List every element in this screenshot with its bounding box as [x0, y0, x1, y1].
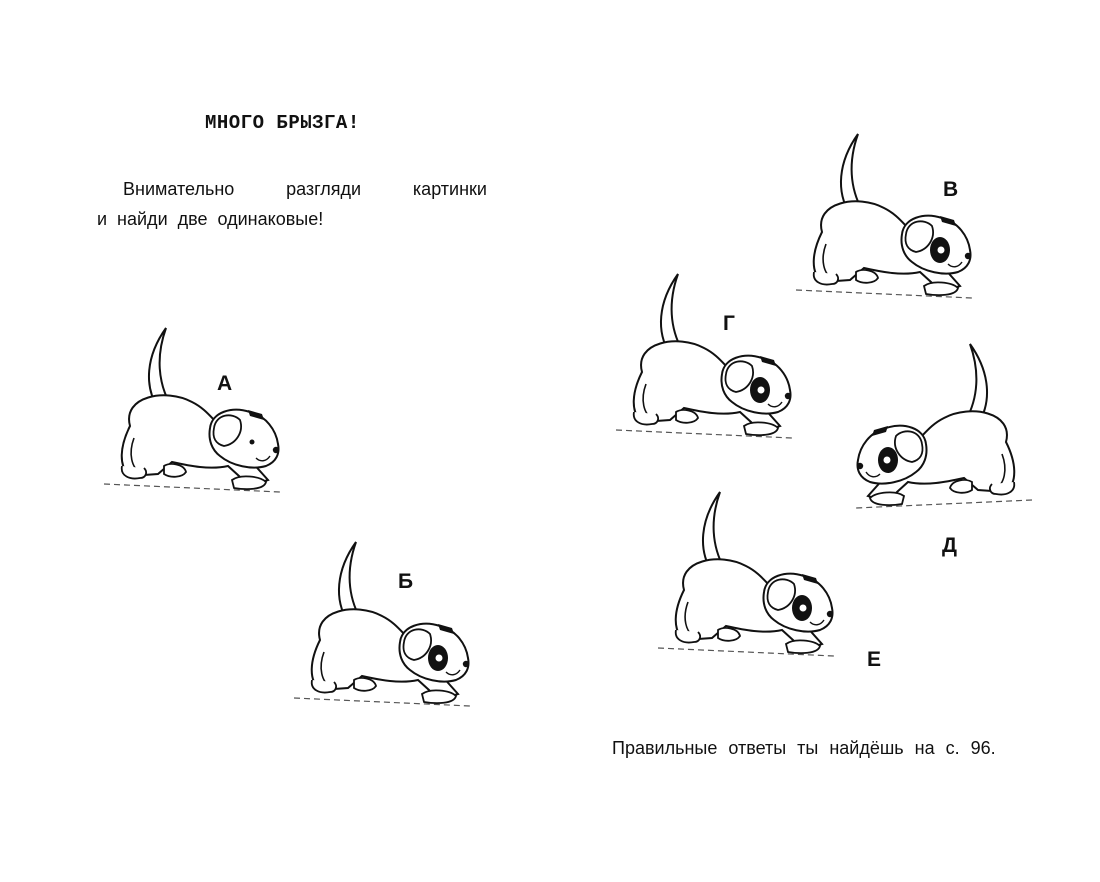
puppy-eye	[937, 246, 945, 254]
puppy-e-image[interactable]	[654, 480, 844, 680]
puppy-a-image[interactable]	[100, 316, 290, 516]
intro-word: картинки	[412, 179, 487, 199]
label-d: Д	[942, 534, 957, 557]
label-a: А	[217, 372, 233, 395]
label-e: Е	[867, 648, 882, 671]
intro-word: разгляди	[286, 179, 362, 199]
intro-line-1	[97, 174, 487, 204]
puppy-eye	[799, 604, 807, 612]
intro-word: Внимательно	[123, 179, 235, 199]
puppy-eye	[757, 386, 765, 394]
intro-text	[97, 174, 487, 234]
answer-reference: Правильные ответы ты найдёшь на с. 96.	[612, 738, 996, 758]
puppy-g-image[interactable]	[612, 262, 802, 462]
label-g: Г	[723, 312, 735, 335]
puppy-eye	[250, 440, 255, 445]
label-v: В	[943, 178, 959, 201]
page-title: МНОГО БРЫЗГА!	[205, 112, 360, 134]
puppy-eye	[435, 654, 443, 662]
label-b: Б	[398, 570, 414, 593]
puppy-d-image[interactable]	[846, 332, 1036, 532]
puppy-v-image[interactable]	[792, 122, 982, 322]
puppy-eye	[883, 456, 891, 464]
puppy-b-image[interactable]	[290, 530, 480, 730]
intro-line-2: и найди две одинаковые!	[97, 209, 324, 229]
